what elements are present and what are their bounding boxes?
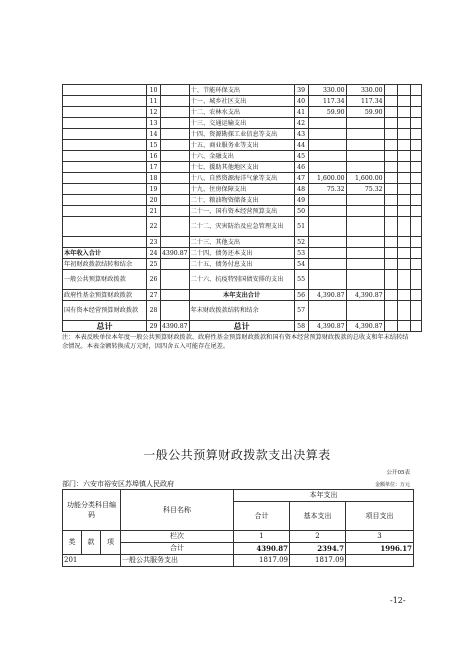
expenditure-table	[62, 489, 414, 567]
table-row	[63, 301, 422, 321]
row-item: 总计	[189, 321, 294, 332]
row-item: 十四、资源勘探工业信息等支出	[189, 129, 294, 140]
header-project: 项目支出	[346, 502, 414, 531]
row-empty-2	[397, 140, 410, 151]
row-empty-1	[384, 129, 397, 140]
row-empty-2	[397, 217, 410, 237]
row-empty-1	[384, 195, 397, 206]
row-amount-left	[161, 259, 190, 270]
row-empty-1	[384, 184, 397, 195]
header-function-code: 功能分类科目编码	[63, 490, 121, 531]
total-2: 2394.7	[290, 543, 346, 555]
table-row	[63, 118, 422, 129]
col-xiang: 项	[101, 531, 121, 555]
row-201-code: 201	[63, 555, 121, 567]
row-label-left	[63, 184, 147, 195]
row-number: 19	[147, 184, 161, 195]
row-value-2	[346, 129, 384, 140]
row-empty-3	[410, 195, 421, 206]
row-item: 十三、交通运输支出	[189, 118, 294, 129]
row-item: 本年支出合计	[189, 290, 294, 301]
row-label-left	[63, 217, 147, 237]
row-number: 18	[147, 173, 161, 184]
row-value-2	[346, 162, 384, 173]
table-row	[63, 195, 422, 206]
row-total-label: 合计	[121, 543, 234, 555]
row-empty-3	[410, 301, 421, 321]
row-value-1	[308, 206, 346, 217]
row-amount-left	[161, 237, 190, 248]
row-number: 21	[147, 206, 161, 217]
row-value-2	[346, 195, 384, 206]
row-number: 17	[147, 162, 161, 173]
table-row	[63, 151, 422, 162]
row-label-left	[63, 162, 147, 173]
row-empty-3	[410, 107, 421, 118]
col-lei: 类	[63, 531, 82, 555]
unit-label: 金额单位：万元	[374, 482, 410, 488]
row-value-2	[346, 259, 384, 270]
row-item: 十二、农林水支出	[189, 107, 294, 118]
total-1: 4390.87	[234, 543, 290, 555]
table-title: 一般公共预算财政拨款支出决算表	[143, 448, 331, 462]
row-empty-3	[410, 259, 421, 270]
row-label-left	[63, 140, 147, 151]
row-value-1: 1,600.00	[308, 173, 346, 184]
row-label-left	[63, 118, 147, 129]
row-value-1: 4,390.87	[308, 290, 346, 301]
row-item: 十九、住房保障支出	[189, 184, 294, 195]
revenue-expenditure-table	[62, 84, 422, 332]
row-number: 14	[147, 129, 161, 140]
row-value-1: 4,390.87	[308, 321, 346, 332]
row-empty-1	[384, 140, 397, 151]
row-empty-1	[384, 301, 397, 321]
row-line-number: 42	[294, 118, 308, 129]
row-empty-1	[384, 173, 397, 184]
row-item: 二十二、灾害防治及应急管理支出	[189, 217, 294, 237]
row-value-1	[308, 237, 346, 248]
row-value-2	[346, 301, 384, 321]
row-label-left: 政府性基金预算财政拨款	[63, 290, 147, 301]
row-empty-3	[410, 85, 421, 96]
row-label-left	[63, 107, 147, 118]
row-item: 二十一、国有资本经营预算支出	[189, 206, 294, 217]
row-empty-1	[384, 259, 397, 270]
row-empty-1	[384, 270, 397, 290]
row-empty-2	[397, 270, 410, 290]
row-line-number: 45	[294, 151, 308, 162]
row-amount-left	[161, 129, 190, 140]
row-amount-left	[161, 107, 190, 118]
row-number: 22	[147, 217, 161, 237]
table-row	[63, 321, 422, 332]
row-empty-1	[384, 107, 397, 118]
row-empty-3	[410, 184, 421, 195]
table-row	[63, 96, 422, 107]
lanci-3: 3	[346, 531, 414, 543]
row-empty-2	[397, 184, 410, 195]
row-value-1	[308, 151, 346, 162]
row-label-left	[63, 151, 147, 162]
row-value-1	[308, 195, 346, 206]
lanci-1: 1	[234, 531, 290, 543]
row-value-2	[346, 248, 384, 259]
row-empty-1	[384, 290, 397, 301]
row-value-1	[308, 140, 346, 151]
row-item: 二十六、抗疫特别国债安排的支出	[189, 270, 294, 290]
table-row	[63, 129, 422, 140]
row-empty-3	[410, 118, 421, 129]
row-amount-left	[161, 173, 190, 184]
row-value-1	[308, 270, 346, 290]
row-number: 12	[147, 107, 161, 118]
row-line-number: 47	[294, 173, 308, 184]
row-number: 23	[147, 237, 161, 248]
table-row	[63, 107, 422, 118]
row-amount-left	[161, 118, 190, 129]
row-amount-left	[161, 301, 190, 321]
row-empty-1	[384, 217, 397, 237]
row-amount-left	[161, 206, 190, 217]
row-value-2: 4,390.87	[346, 290, 384, 301]
table-row	[63, 217, 422, 237]
row-number: 11	[147, 96, 161, 107]
row-empty-2	[397, 206, 410, 217]
row-number: 15	[147, 140, 161, 151]
row-value-1	[308, 217, 346, 237]
row-label-left	[63, 96, 147, 107]
row-label-left	[63, 195, 147, 206]
row-value-2	[346, 206, 384, 217]
row-value-2	[346, 140, 384, 151]
row-value-1	[308, 129, 346, 140]
row-label-left	[63, 237, 147, 248]
row-item: 二十四、债务还本支出	[189, 248, 294, 259]
row-label-left: 年初财政拨款结转和结余	[63, 259, 147, 270]
row-empty-2	[397, 107, 410, 118]
row-201-project	[346, 555, 414, 567]
row-empty-2	[397, 290, 410, 301]
table-row	[63, 248, 422, 259]
table-row	[63, 290, 422, 301]
row-label-left: 总计	[63, 321, 147, 332]
row-number: 26	[147, 270, 161, 290]
row-empty-3	[410, 290, 421, 301]
row-item: 十八、自然资源海洋气象等支出	[189, 173, 294, 184]
table-note: 注：本表反映单位本年度一般公共预算财政拨款、政府性基金预算财政拨款和国有资本经营预算财政拨款的总收支和年末结转结余情况。本表金额转换成万元时，因四舍五入可能存在尾差。	[62, 334, 409, 350]
col-kuan: 款	[82, 531, 101, 555]
row-empty-2	[397, 259, 410, 270]
row-number: 27	[147, 290, 161, 301]
row-empty-3	[410, 321, 421, 332]
row-empty-1	[384, 248, 397, 259]
row-value-2	[346, 217, 384, 237]
row-201-total: 1817.09	[234, 555, 290, 567]
row-empty-3	[410, 217, 421, 237]
row-line-number: 46	[294, 162, 308, 173]
row-value-1: 117.34	[308, 96, 346, 107]
row-amount-left	[161, 151, 190, 162]
row-label-left	[63, 129, 147, 140]
row-label-left: 一般公共预算财政拨款	[63, 270, 147, 290]
row-line-number: 51	[294, 217, 308, 237]
row-amount-left	[161, 96, 190, 107]
row-amount-left: 4390.87	[162, 249, 188, 257]
row-line-number: 43	[294, 129, 308, 140]
department-label: 部门：六安市裕安区苏埠镇人民政府	[62, 480, 174, 488]
row-value-2: 1,600.00	[346, 173, 384, 184]
row-empty-2	[397, 301, 410, 321]
row-line-number: 57	[294, 301, 308, 321]
row-empty-3	[410, 206, 421, 217]
page-number: -12-	[390, 596, 406, 605]
row-item: 二十五、债务付息支出	[189, 259, 294, 270]
table-row	[63, 162, 422, 173]
form-number: 公开05表	[386, 470, 410, 476]
row-line-number: 48	[294, 184, 308, 195]
total-3: 1996.17	[346, 543, 414, 555]
row-line-number: 53	[294, 248, 308, 259]
table-row	[63, 259, 422, 270]
row-amount-left	[161, 290, 190, 301]
row-empty-2	[397, 195, 410, 206]
table-row	[63, 85, 422, 96]
row-value-1: 330.00	[308, 85, 346, 96]
row-empty-1	[384, 96, 397, 107]
row-value-1: 59.90	[308, 107, 346, 118]
table-row	[63, 140, 422, 151]
row-empty-3	[410, 129, 421, 140]
row-item: 十五、商业服务业等支出	[189, 140, 294, 151]
table-row	[63, 270, 422, 290]
row-empty-1	[384, 321, 397, 332]
row-number: 20	[147, 195, 161, 206]
row-lanci-label: 栏次	[121, 531, 234, 543]
row-amount-left	[161, 195, 190, 206]
row-amount-left	[161, 162, 190, 173]
row-value-2: 330.00	[346, 85, 384, 96]
row-empty-3	[410, 151, 421, 162]
row-value-1	[308, 162, 346, 173]
row-value-2	[346, 151, 384, 162]
row-empty-2	[397, 237, 410, 248]
row-value-1	[308, 118, 346, 129]
row-amount-left	[161, 85, 190, 96]
row-line-number: 50	[294, 206, 308, 217]
row-empty-3	[410, 162, 421, 173]
row-label-left: 国有资本经营预算财政拨款	[63, 301, 147, 321]
table-row	[63, 184, 422, 195]
row-line-number: 40	[294, 96, 308, 107]
row-value-1	[308, 301, 346, 321]
row-line-number: 52	[294, 237, 308, 248]
row-line-number: 41	[294, 107, 308, 118]
row-label-left	[63, 173, 147, 184]
row-amount-left: 4390.87	[162, 322, 188, 330]
row-empty-1	[384, 151, 397, 162]
table-row	[63, 173, 422, 184]
row-value-2	[346, 237, 384, 248]
row-number: 28	[147, 301, 161, 321]
row-value-1	[308, 259, 346, 270]
row-201-name: 一般公共服务支出	[121, 555, 234, 567]
row-empty-2	[397, 248, 410, 259]
row-line-number: 54	[294, 259, 308, 270]
row-empty-3	[410, 248, 421, 259]
row-value-2	[346, 270, 384, 290]
row-number: 25	[147, 259, 161, 270]
row-amount-left	[161, 270, 190, 290]
row-line-number: 39	[294, 85, 308, 96]
row-empty-1	[384, 85, 397, 96]
row-item: 二十、粮油物资储备支出	[189, 195, 294, 206]
row-item: 十、节能环保支出	[189, 85, 294, 96]
row-empty-2	[397, 118, 410, 129]
row-empty-2	[397, 96, 410, 107]
row-empty-1	[384, 118, 397, 129]
row-line-number: 44	[294, 140, 308, 151]
row-number: 16	[147, 151, 161, 162]
row-line-number: 49	[294, 195, 308, 206]
row-empty-2	[397, 85, 410, 96]
header-total: 合计	[234, 502, 290, 531]
row-line-number: 56	[294, 290, 308, 301]
row-empty-2	[397, 162, 410, 173]
row-empty-3	[410, 173, 421, 184]
row-201-basic: 1817.09	[290, 555, 346, 567]
row-line-number: 58	[294, 321, 308, 332]
row-empty-2	[397, 321, 410, 332]
row-value-2: 117.34	[346, 96, 384, 107]
row-label-left	[63, 85, 147, 96]
row-value-2: 4,390.87	[346, 321, 384, 332]
lanci-2: 2	[290, 531, 346, 543]
header-current-year: 本年支出	[234, 490, 414, 502]
row-label-left	[63, 206, 147, 217]
row-empty-3	[410, 237, 421, 248]
row-item: 二十三、其他支出	[189, 237, 294, 248]
row-item: 十七、援助其他地区支出	[189, 162, 294, 173]
row-empty-2	[397, 129, 410, 140]
row-label-left: 本年收入合计	[63, 248, 147, 259]
table-row	[63, 237, 422, 248]
row-value-2: 59.90	[346, 107, 384, 118]
row-empty-3	[410, 140, 421, 151]
row-empty-1	[384, 206, 397, 217]
row-amount-left	[161, 140, 190, 151]
row-value-2	[346, 118, 384, 129]
header-basic: 基本支出	[290, 502, 346, 531]
row-empty-2	[397, 173, 410, 184]
row-number: 29	[147, 321, 161, 332]
row-item: 十一、城乡社区支出	[189, 96, 294, 107]
row-empty-3	[410, 270, 421, 290]
row-number: 10	[147, 85, 161, 96]
row-amount-left	[161, 217, 190, 237]
row-empty-1	[384, 237, 397, 248]
row-value-1: 75.32	[308, 184, 346, 195]
row-empty-2	[397, 151, 410, 162]
row-empty-3	[410, 96, 421, 107]
row-empty-1	[384, 162, 397, 173]
row-item: 年末财政拨款结转和结余	[189, 301, 294, 321]
row-line-number: 55	[294, 270, 308, 290]
table-row	[63, 206, 422, 217]
row-number: 13	[147, 118, 161, 129]
header-subject-name: 科目名称	[121, 490, 234, 531]
row-amount-left	[161, 184, 190, 195]
row-value-2: 75.32	[346, 184, 384, 195]
row-value-1	[308, 248, 346, 259]
row-number: 24	[147, 248, 161, 259]
row-item: 十六、金融支出	[189, 151, 294, 162]
